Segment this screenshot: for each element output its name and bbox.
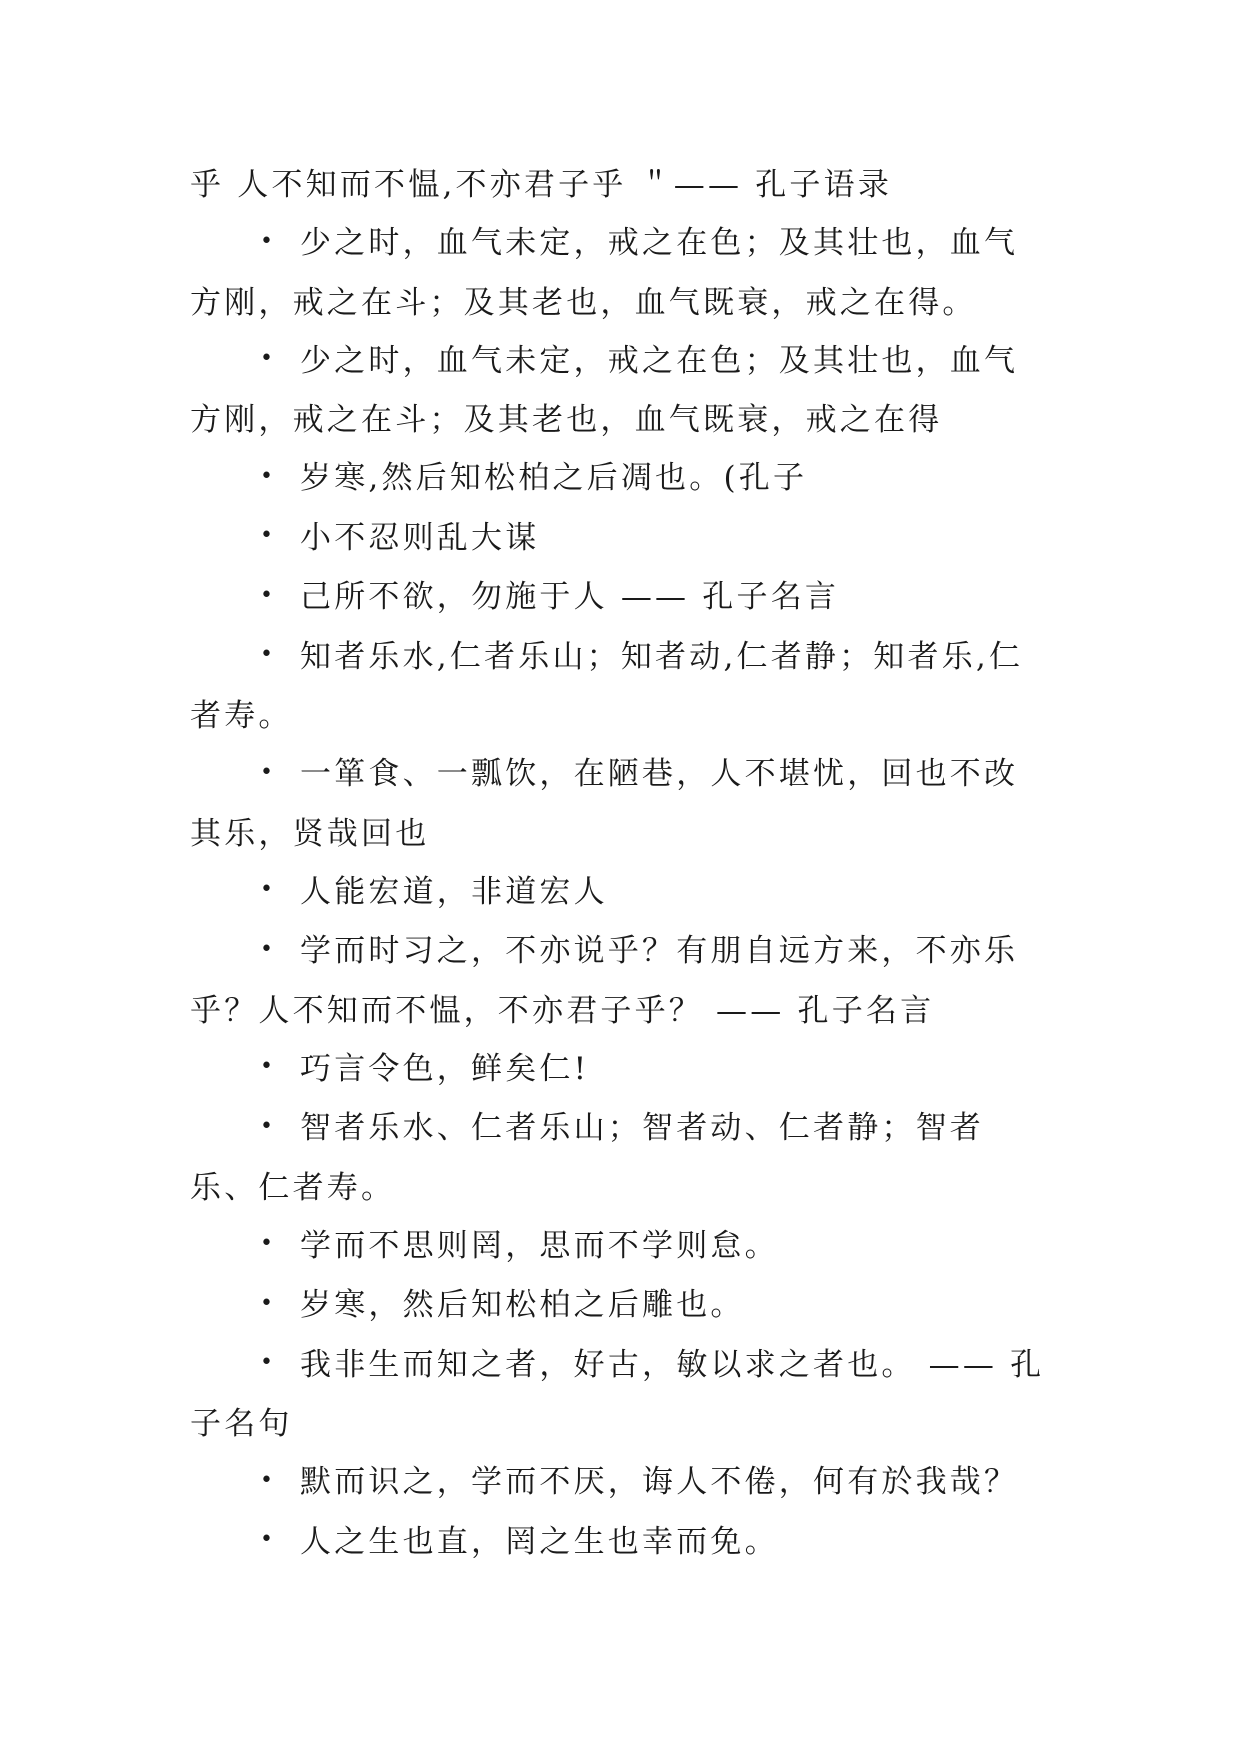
bullet-icon: • bbox=[260, 1113, 277, 1139]
list-item-text: 一箪食、一瓢饮，在陋巷，人不堪忧，回也不改其乐，贤哉回也 bbox=[190, 756, 1019, 852]
list-item bbox=[190, 1217, 1050, 1277]
list-item-text: 少之时，血气未定，戒之在色；及其壮也，血气方刚，戒之在斗；及其老也，血气既衰，戒之在得。 bbox=[190, 225, 1019, 321]
list-item bbox=[190, 863, 1050, 923]
list-item-text: 默而识之，学而不厌，诲人不倦，何有於我哉？ bbox=[300, 1464, 1019, 1500]
list-item bbox=[190, 1453, 1050, 1513]
list-item bbox=[190, 509, 1050, 569]
bullet-icon: • bbox=[260, 346, 277, 371]
list-item-text: 智者乐水、仁者乐山；智者动、仁者静；智者乐、仁者寿。 bbox=[190, 1110, 984, 1206]
list-item-text: 人之生也直，罔之生也幸而免。 bbox=[300, 1523, 779, 1560]
bullet-icon: • bbox=[260, 877, 277, 902]
list-item bbox=[190, 922, 1050, 1040]
list-item-text: 己所不欲，勿施于人 —— 孔子名言 bbox=[300, 579, 840, 615]
bullet-icon: • bbox=[260, 1054, 277, 1079]
bullet-icon: • bbox=[260, 1290, 277, 1316]
bullet-icon: • bbox=[260, 1467, 277, 1493]
list-item-text: 学而不思则罔，思而不学则怠。 bbox=[300, 1227, 779, 1264]
document-page bbox=[190, 156, 1050, 1572]
bullet-icon: • bbox=[260, 523, 277, 548]
list-item-text: 巧言令色，鲜矣仁! bbox=[300, 1050, 590, 1087]
bullet-icon: • bbox=[260, 463, 277, 489]
list-item bbox=[190, 214, 1050, 332]
list-item-text: 岁寒，然后知松柏之后雕也。 bbox=[300, 1287, 745, 1323]
list-item-text: 学而时习之，不亦说乎？有朋自远方来，不亦乐乎？人不知而不愠，不亦君子乎？ —— 孔子名言 bbox=[190, 933, 1019, 1029]
list-item-text: 我非生而知之者，好古，敏以求之者也。 —— 孔子名句 bbox=[190, 1346, 1045, 1442]
list-item bbox=[190, 332, 1050, 450]
bullet-icon: • bbox=[260, 1231, 277, 1256]
list-item bbox=[190, 1276, 1050, 1336]
list-item bbox=[190, 1099, 1050, 1217]
list-item-text: 知者乐水,仁者乐山；知者动,仁者静；知者乐,仁者寿。 bbox=[190, 638, 1024, 734]
list-item-text: 人能宏道，非道宏人 bbox=[300, 873, 608, 910]
bullet-icon: • bbox=[260, 1350, 277, 1375]
bullet-icon: • bbox=[260, 759, 277, 785]
list-item bbox=[190, 449, 1050, 509]
list-item bbox=[190, 1513, 1050, 1573]
bullet-icon: • bbox=[260, 582, 277, 608]
list-item-text: 岁寒,然后知松柏之后凋也。(孔子 bbox=[300, 460, 808, 496]
list-item-text: 少之时，血气未定，戒之在色；及其壮也，血气方刚，戒之在斗；及其老也，血气既衰，戒之在得 bbox=[190, 342, 1019, 438]
bullet-icon: • bbox=[260, 642, 277, 667]
bullet-icon: • bbox=[260, 1527, 277, 1552]
list-item-text: 小不忍则乱大谋 bbox=[300, 519, 540, 556]
bullet-icon: • bbox=[260, 936, 277, 962]
bullet-icon: • bbox=[260, 228, 277, 254]
list-item bbox=[190, 1040, 1050, 1100]
list-item bbox=[190, 1336, 1050, 1454]
list-item bbox=[190, 745, 1050, 863]
list-item bbox=[190, 568, 1050, 628]
lead-line: 乎 人不知而不愠,不亦君子乎 ＂—— 孔子语录 bbox=[190, 167, 893, 203]
list-item bbox=[190, 628, 1050, 746]
